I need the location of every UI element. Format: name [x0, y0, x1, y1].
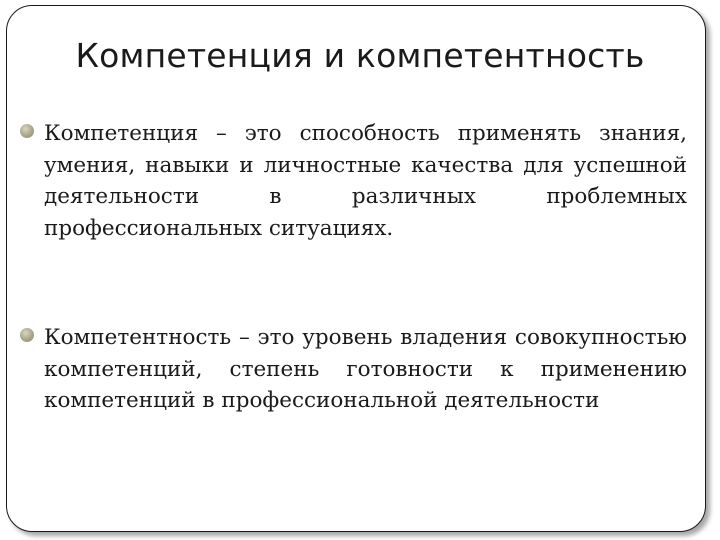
bullet-dot-icon	[20, 124, 34, 138]
bullet-dot-icon	[20, 328, 34, 342]
bullet-text-competence: Компетенция – это способность применять знания, умения, навыки и личностные качества для успешной деятельности в различных проблемных профессиональных ситуациях.	[44, 121, 687, 241]
bullet-text-competency: Компетентность – это уровень владения совокупностью компетенций, степень готовности к применению компетенций в профессиональной деятельности	[44, 325, 687, 413]
slide-title: Компетенция и компетентность	[75, 36, 645, 75]
slide-frame	[6, 5, 706, 532]
